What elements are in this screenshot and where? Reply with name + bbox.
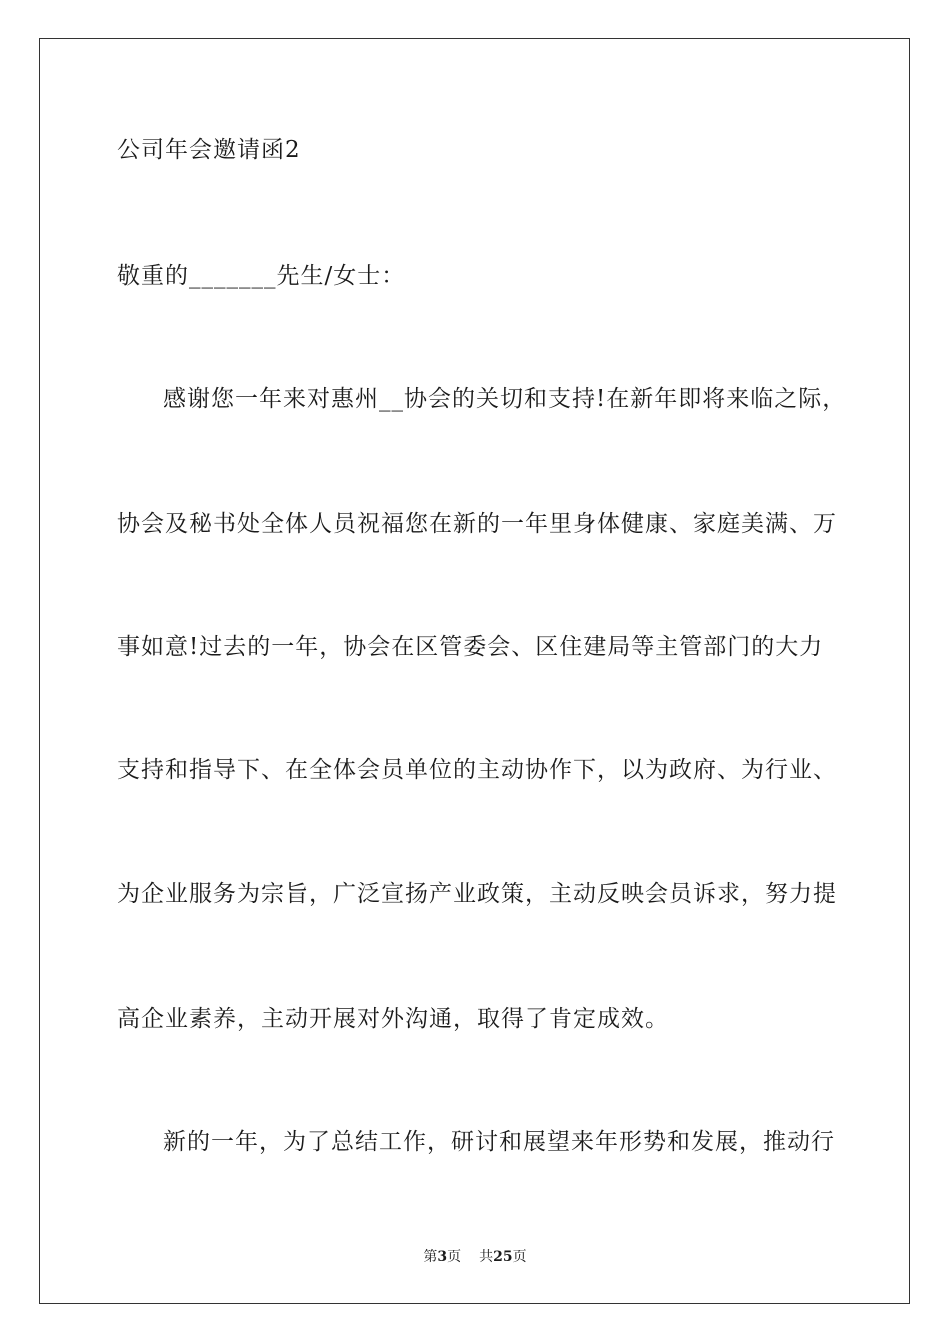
salutation: 敬重的_______先生/女士： [117, 263, 406, 289]
document-title: 公司年会邀请函2 [117, 137, 301, 163]
page-prefix: 第 [423, 1249, 438, 1265]
body-line-7: 新的一年，为了总结工作，研讨和展望来年形势和发展，推动行 [163, 1129, 835, 1155]
body-line-2: 协会及秘书处全体人员祝福您在新的一年里身体健康、家庭美满、万 [117, 511, 837, 537]
total-page-count: 25 [493, 1249, 513, 1265]
body-line-4: 支持和指导下、在全体会员单位的主动协作下，以为政府、为行业、 [117, 757, 837, 783]
page-number-footer [0, 1248, 950, 1266]
body-line-6: 高企业素养，主动开展对外沟通，取得了肯定成效。 [117, 1006, 669, 1032]
total-prefix: 共 [479, 1249, 494, 1265]
current-page-number: 3 [437, 1249, 448, 1265]
page-suffix: 页 [447, 1249, 462, 1265]
body-line-1: 感谢您一年来对惠州__协会的关切和支持!在新年即将来临之际， [163, 386, 847, 412]
page-border [39, 38, 910, 1304]
body-line-5: 为企业服务为宗旨，广泛宣扬产业政策，主动反映会员诉求，努力提 [117, 881, 837, 907]
total-suffix: 页 [512, 1249, 527, 1265]
body-line-3: 事如意!过去的一年，协会在区管委会、区住建局等主管部门的大力 [117, 634, 824, 660]
